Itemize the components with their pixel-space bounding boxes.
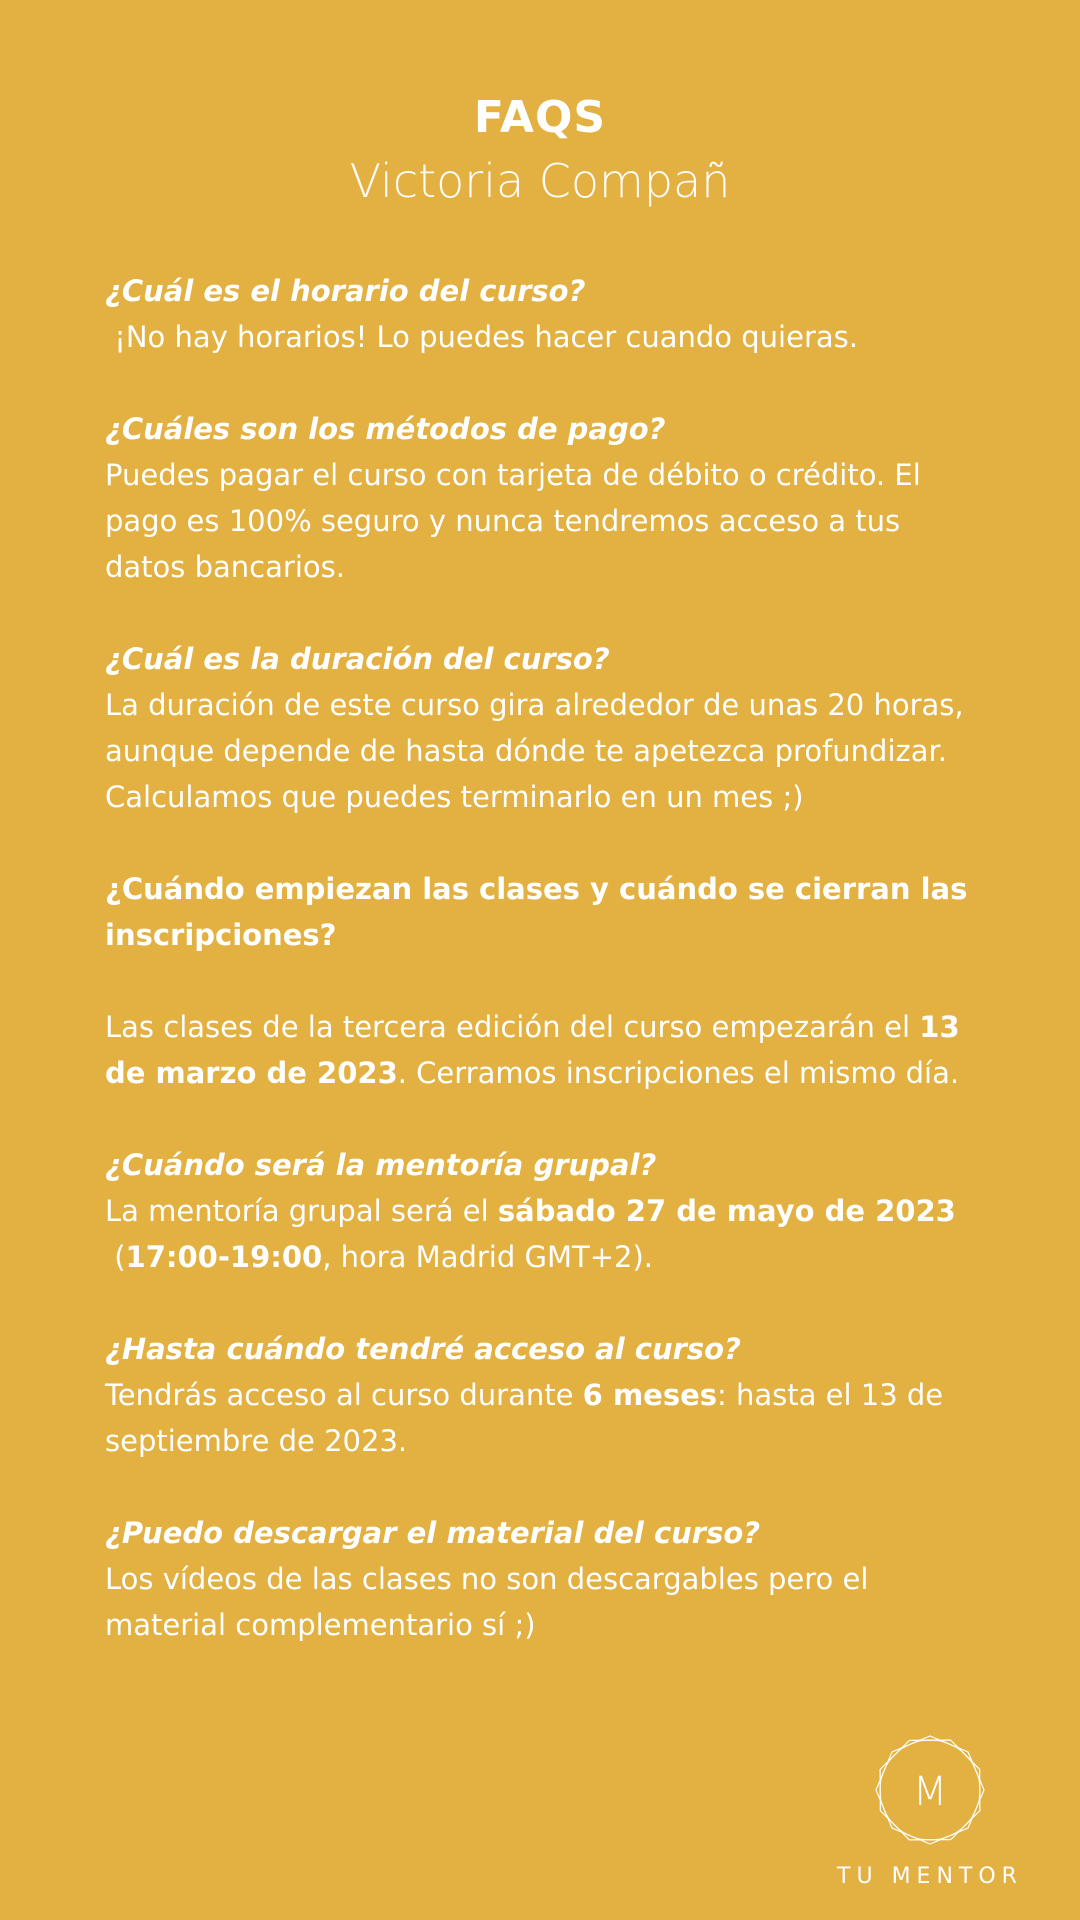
faq-question: ¿Cuáles son los métodos de pago? [105,412,666,446]
faq-list [105,268,985,1694]
faq-question: ¿Cuándo será la mentoría grupal? [105,1148,657,1182]
answer-text: : hasta el 13 de septiembre de 2023. [105,1378,944,1458]
answer-text: Tendrás acceso al curso durante [105,1378,583,1412]
faq-item-schedule [105,268,985,360]
faq-answer [105,1004,985,1096]
page-subtitle: Victoria Compañ [349,154,731,208]
faq-question: ¿Cuál es el horario del curso? [105,274,586,308]
faq-item-group-mentoring [105,1142,985,1280]
faq-answer: Puedes pagar el curso con tarjeta de débito o crédito. El pago es 100% seguro y nunca tendremos acceso a tus datos bancarios. [105,458,921,584]
answer-highlight-duration: 6 meses [582,1378,718,1412]
answer-text: , hora Madrid GMT+2). [322,1240,653,1274]
faq-item-payment [105,406,985,590]
faq-question: ¿Cuál es la duración del curso? [105,642,610,676]
answer-highlight-time: 17:00-19:00 [125,1240,323,1274]
faq-answer: ¡No hay horarios! Lo puedes hacer cuando quieras. [105,320,858,354]
answer-text: ( [105,1240,126,1274]
faq-item-access [105,1326,985,1464]
answer-highlight-date: 13 de marzo de 2023 [105,1010,960,1090]
answer-text: Las clases de la tercera edición del curso empezarán el [105,1010,920,1044]
faq-item-duration [105,636,985,820]
page-title: FAQS [473,92,607,143]
answer-text: La mentoría grupal será el [105,1194,498,1228]
page-header [0,90,1080,212]
faq-answer [105,1188,985,1280]
faq-question: ¿Cuándo empiezan las clases y cuándo se cierran las inscripciones? [105,872,968,952]
logo-text: TU MENTOR [837,1864,1023,1889]
answer-highlight-date: sábado 27 de mayo de 2023 [497,1194,956,1228]
tu-mentor-logo [820,1730,1040,1890]
faq-answer: La duración de este curso gira alrededor de unas 20 horas, aunque depende de hasta dónde te apetezca profundizar. Calculamos que puedes terminarlo en un mes ;) [105,688,964,814]
tu-mentor-logo-icon [870,1730,990,1850]
faq-question: ¿Puedo descargar el material del curso? [105,1516,761,1550]
faq-item-download [105,1510,985,1648]
faq-answer: Los vídeos de las clases no son descargables pero el material complementario sí ;) [105,1562,869,1642]
faq-question: ¿Hasta cuándo tendré acceso al curso? [105,1332,741,1366]
faq-item-start-date [105,866,985,1096]
faq-answer [105,1372,985,1464]
answer-text: . Cerramos inscripciones el mismo día. [397,1056,960,1090]
logo-letter: M [912,1769,948,1815]
